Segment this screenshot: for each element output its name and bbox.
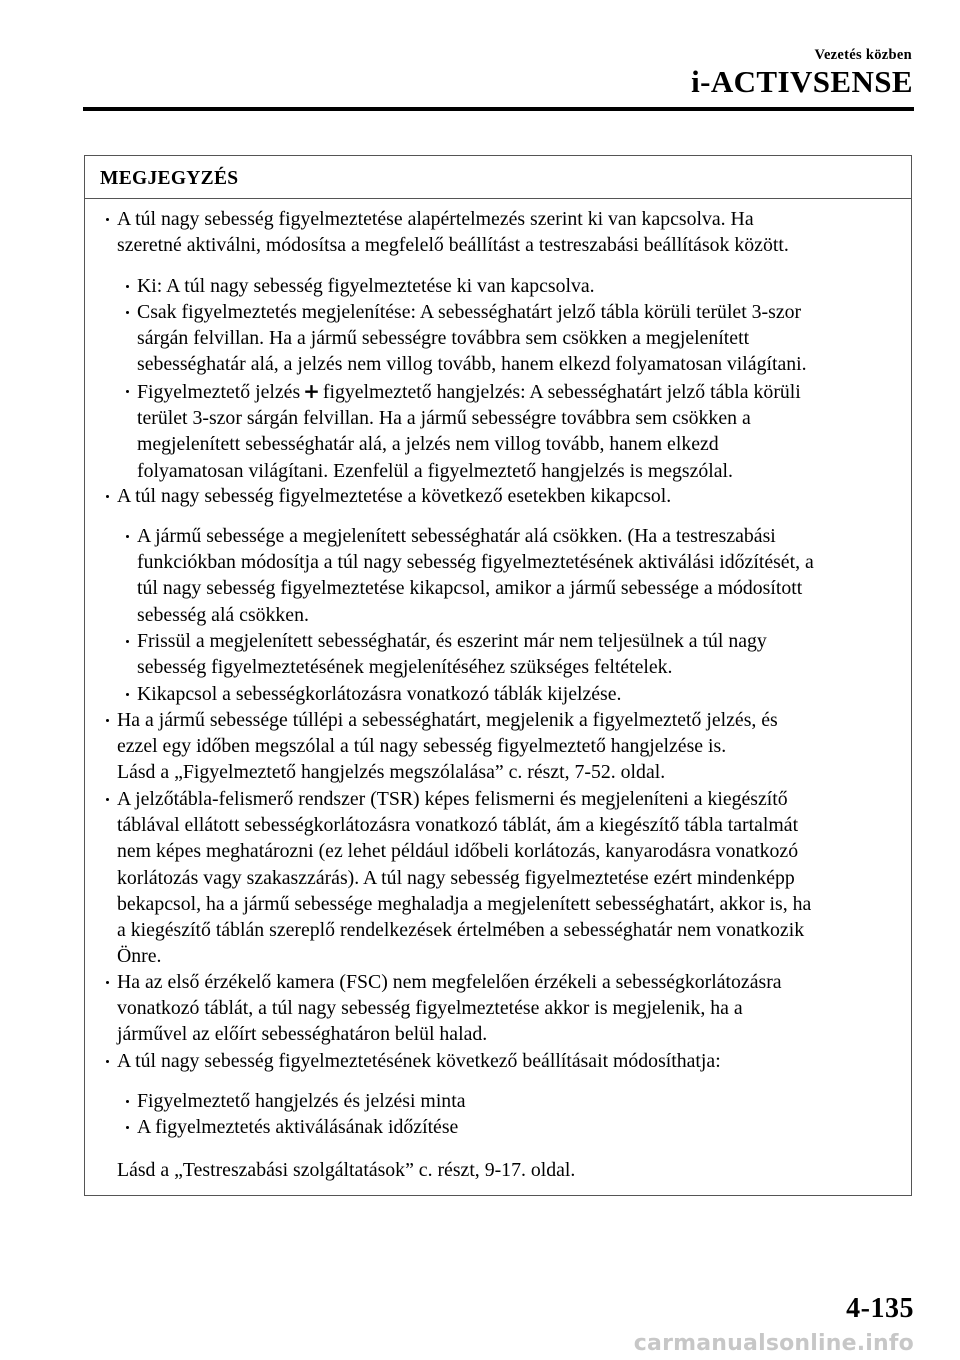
text-line: vonatkozó táblát, a túl nagy sebesség figyelmeztetése akkor is megjelenik, ha a [117, 997, 743, 1020]
text-line: A jármű sebessége a megjelenített sebességhatár alá csökken. (Ha a testreszabási [137, 525, 776, 547]
text-line: Önre. [117, 945, 162, 968]
note-subitem [85, 1114, 960, 1140]
chapter-title: i-ACTIVSENSE [691, 64, 913, 99]
note-subitem [85, 628, 960, 680]
note-item [85, 1157, 945, 1183]
note-box [84, 155, 912, 1196]
text-line: Lásd a „Figyelmeztető hangjelzés megszólalása” c. részt, 7-52. oldal. [117, 761, 666, 784]
bullet-point [137, 273, 960, 299]
note-item [85, 969, 945, 1048]
bullet-point [117, 969, 945, 1048]
text-line: ezzel egy időben megszólal a túl nagy sebesség figyelmeztető hangjelzése is. [117, 735, 727, 758]
note-heading: MEGJEGYZÉS [85, 156, 911, 199]
text-line: Csak figyelmeztetés megjelenítése: A sebességhatárt jelző tábla körüli terület 3-szor [137, 301, 802, 323]
text-line: a kiegészítő táblán szereplő rendelkezések értelmében a sebességhatár nem vonatkozik [117, 919, 805, 942]
text-line: járművel az előírt sebességhatáron belül halad. [117, 1023, 488, 1046]
page-number: 4-135 [846, 1293, 914, 1324]
bullet-point [137, 378, 960, 484]
text-line: Ha a jármű sebessége túllépi a sebességhatárt, megjelenik a figyelmeztető jelzés, és [117, 709, 778, 731]
text-line: sárgán felvillan. Ha a jármű sebességre továbbra sem csökken a megjelenített [137, 327, 750, 350]
bullet-point [137, 681, 960, 707]
text-line [137, 378, 960, 405]
header-rule [83, 107, 914, 111]
note-subitem [85, 523, 960, 628]
text-line: megjelenített sebességhatár alá, a jelzés nem villog tovább, hanem elkezd [137, 433, 719, 456]
text-line: Ha az első érzékelő kamera (FSC) nem megfelelően érzékeli a sebességkorlátozásra [117, 971, 782, 993]
text-line: túl nagy sebesség figyelmeztetése kikapcsol, amikor a jármű sebessége a módosított [137, 577, 803, 600]
bullet-point [117, 206, 945, 258]
bullet-point [137, 299, 960, 378]
text-line: A túl nagy sebesség figyelmeztetése a következő esetekben kikapcsol. [117, 485, 672, 507]
text-line: terület 3-szor sárgán felvillan. Ha a jármű sebességre továbbra sem csökken a [137, 407, 751, 430]
text-line: bekapcsol, ha a jármű sebessége meghaladja a megjelenített sebességhatárt, akkor is, ha [117, 892, 812, 915]
note-item [85, 786, 945, 969]
text-line: nem képes meghatározni (ez lehet például időbeli korlátozás, kanyarodásra vonatkozó [117, 840, 799, 863]
text-line: A jelzőtábla-felismerő rendszer (TSR) képes felismerni és megjeleníteni a kiegészítő [117, 788, 788, 810]
note-subitem [85, 1088, 960, 1114]
bullet-point [117, 786, 945, 969]
text-line: Lásd a „Testreszabási szolgáltatások” c. részt, 9-17. oldal. [117, 1159, 576, 1181]
bullet-point [117, 483, 945, 509]
bullet-point [117, 707, 945, 786]
note-subitem [85, 681, 960, 707]
note-item [85, 707, 945, 786]
reference-line [117, 1157, 945, 1183]
bullet-point [117, 1048, 945, 1074]
section-label: Vezetés közben [814, 47, 912, 63]
text-line: A figyelmeztetés aktiválásának időzítése [137, 1116, 459, 1138]
text-line: Kikapcsol a sebességkorlátozásra vonatkozó táblák kijelzése. [137, 683, 622, 705]
bullet-point [137, 628, 960, 680]
text-line: folyamatosan világítani. Ezenfelül a figyelmeztető hangjelzés is megszólal. [137, 459, 733, 482]
bullet-point [137, 1114, 960, 1140]
text-line: Figyelmeztető hangjelzés és jelzési minta [137, 1090, 466, 1112]
text-line: Ki: A túl nagy sebesség figyelmeztetése ki van kapcsolva. [137, 275, 595, 297]
text-line: A túl nagy sebesség figyelmeztetése alapértelmezés szerint ki van kapcsolva. Ha [117, 208, 754, 230]
text-line: táblával ellátott sebességkorlátozásra vonatkozó táblát, ám a kiegészítő tábla tartalmát [117, 814, 799, 837]
watermark: carmanualsonline.info [633, 1331, 914, 1356]
bullet-point [137, 1088, 960, 1114]
text-line: A túl nagy sebesség figyelmeztetésének következő beállításait módosíthatja: [117, 1050, 721, 1072]
text-line: sebességhatár alá, a jelzés nem villog tovább, hanem elkezd folyamatosan világítani. [137, 353, 807, 376]
text-line: sebesség alá csökken. [137, 603, 309, 626]
note-subitem [85, 299, 960, 378]
text-line: funkciókban módosítja a túl nagy sebesség figyelmeztetésének aktiválási időzítését, a [137, 551, 814, 574]
text-fragment: figyelmeztető hangjelzés: A sebességhatárt jelző tábla körüli [322, 381, 801, 403]
text-line: sebesség figyelmeztetésének megjelenítéséhez szükséges feltételek. [137, 656, 673, 679]
text-line: szeretné aktiválni, módosítsa a megfelelő beállítást a testreszabási beállítások között. [117, 234, 789, 257]
plus-icon: + [303, 379, 320, 403]
note-subitem [85, 273, 960, 299]
note-item [85, 206, 945, 258]
text-line: Frissül a megjelenített sebességhatár, és eszerint már nem teljesülnek a túl nagy [137, 630, 767, 652]
note-item [85, 483, 945, 509]
text-fragment: Figyelmeztető jelzés [137, 381, 301, 403]
note-item [85, 1048, 945, 1074]
bullet-point [137, 523, 960, 628]
text-line: korlátozás vagy szakaszzárás). A túl nagy sebesség figyelmeztetése ezért mindenképp [117, 866, 795, 889]
note-subitem [85, 378, 960, 484]
